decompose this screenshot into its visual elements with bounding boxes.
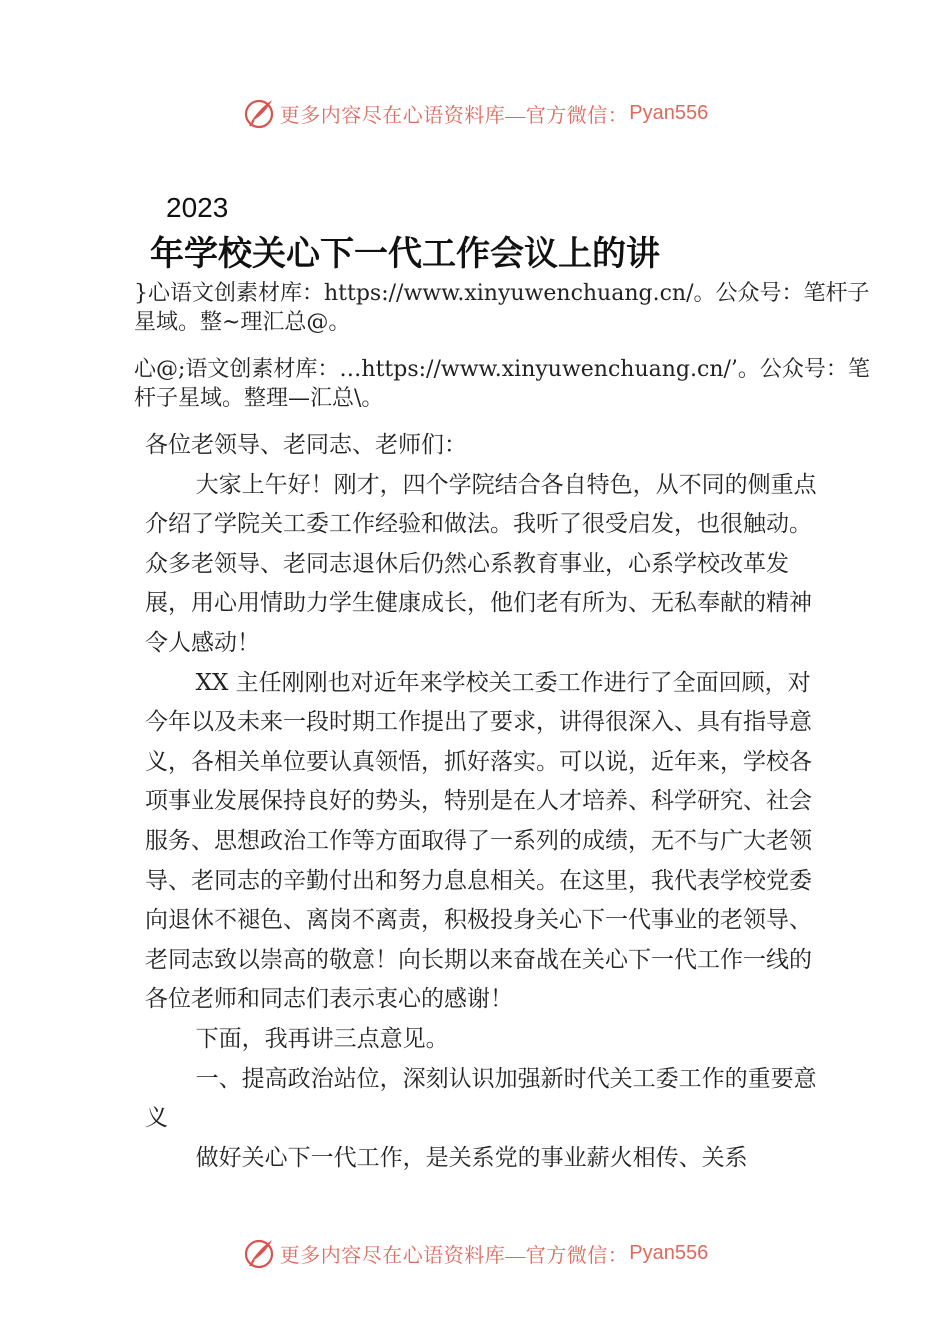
source-note-2: 心@;语文创素材库：…https://www.xinyuwenchuang.cn/’。公众号：笔杆子星域。整理—汇总\。 [134, 357, 870, 411]
banner-text: 更多内容尽在心语资料库—官方微信： [279, 1244, 629, 1267]
section-heading: 一、提高政治站位，深刻认识加强新时代关工委工作的重要意义 [145, 1065, 817, 1132]
paragraph: XX 主任刚刚也对近年来学校关工委工作进行了全面回顾，对今年以及未来一段时期工作提出了要求，讲得很深入、具有指导意义，各相关单位要认真领悟，抓好落实。可以说，近年来，学校各项事业发展保持良好的势头，特别是在人才培养、科学研究、社会服务、思想政治工作等方面取得了一系列的成绩，无不与广大老领导、老同志的辛勤付出和努力息息相关。在这里，我代表学校党委向退休不褪色、离岗不离责，积极投身关心下一代事业的老领导、老同志致以崇高的敬意！向长期以来奋战在关心下一代工作一线的各位老师和同志们表示衷心的感谢！ [145, 669, 812, 1013]
greeting: 各位老领导、老同志、老师们： [145, 432, 467, 458]
header-banner [0, 93, 950, 133]
title-year: 2023 [166, 192, 229, 223]
footer-banner [0, 1233, 950, 1273]
paragraph: 下面，我再讲三点意见。 [195, 1025, 449, 1052]
paragraph: 大家上午好！刚才，四个学院结合各自特色，从不同的侧重点介绍了学院关工委工作经验和做法。我听了很受启发，也很触动。众多老领导、老同志退休后仍然心系教育事业，心系学校改革发展，用心用情助力学生健康成长，他们老有所为、无私奉献的精神令人感动！ [145, 471, 817, 656]
quill-logo-icon [242, 1236, 276, 1270]
banner-wechat-id: Pyan556 [629, 101, 709, 124]
paragraph: 做好关心下一代工作，是关系党的事业薪火相传、关系 [195, 1144, 748, 1171]
speech-body [145, 426, 825, 1178]
banner-text: 更多内容尽在心语资料库—官方微信： [279, 104, 629, 127]
banner-wechat-id: Pyan556 [629, 1241, 709, 1264]
quill-logo-icon [242, 96, 276, 130]
document-title: 年学校关心下一代工作会议上的讲 [150, 234, 660, 274]
source-note-1: }心语文创素材库：https://www.xinyuwenchuang.cn/。公众号：笔杆子星域。整~理汇总@。 [134, 281, 870, 335]
